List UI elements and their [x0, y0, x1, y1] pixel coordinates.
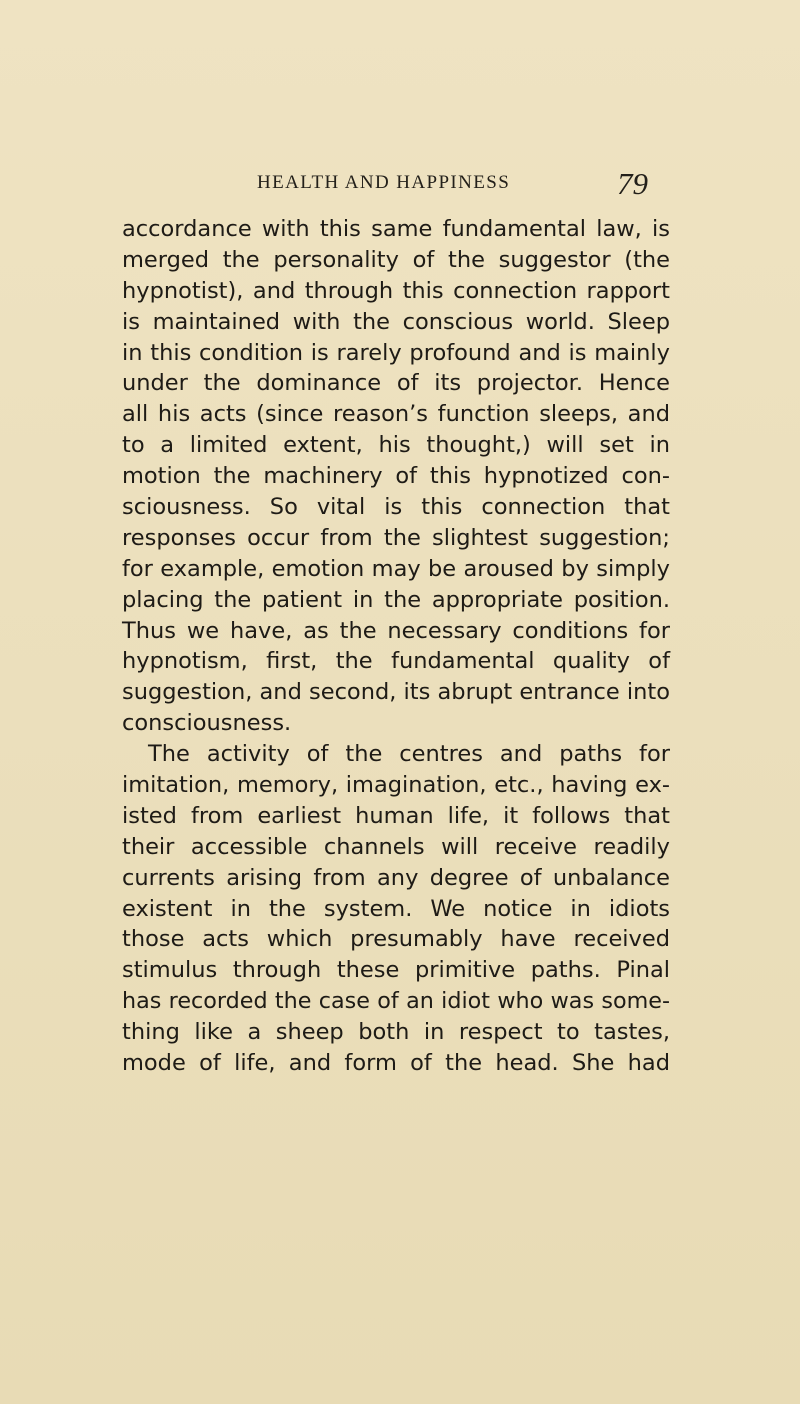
running-head: HEALTH AND HAPPINESS [257, 172, 511, 193]
text-line: suggestion, and second, its abrupt entrance into [122, 679, 671, 706]
text-line: responses occur from the slightest suggestion; [122, 524, 670, 551]
text-line: isted from earliest human life, it follows that [122, 802, 670, 829]
text-line: their accessible channels will receive readily [122, 833, 670, 860]
paragraph-start-line: The activity of the centres and paths for [148, 741, 670, 768]
page-number: 79 [617, 166, 648, 201]
text-line: sciousness. So vital is this connection that [122, 494, 670, 521]
text-line: all his acts (since reason’s function sleeps, and [122, 401, 670, 428]
text-line: merged the personality of the suggestor (the [122, 246, 670, 273]
text-line: under the dominance of its projector. Hence [122, 370, 670, 397]
paragraph-end-line: consciousness. [122, 710, 292, 737]
text-line: currents arising from any degree of unbalance [122, 864, 670, 891]
text-line: imitation, memory, imagination, etc., having ex- [122, 772, 670, 799]
text-line: placing the patient in the appropriate position. [122, 586, 670, 613]
text-line: mode of life, and form of the head. She had [122, 1050, 670, 1077]
body-text [122, 214, 670, 1079]
text-line: stimulus through these primitive paths. Pinal [122, 957, 670, 984]
text-line: in this condition is rarely profound and is mainly [122, 339, 670, 366]
text-line: those acts which presumably have received [122, 926, 670, 953]
text-line: has recorded the case of an idiot who was some- [122, 988, 670, 1015]
text-line: to a limited extent, his thought,) will set in [122, 432, 670, 459]
text-line: is maintained with the conscious world. Sleep [122, 308, 670, 335]
text-line: accordance with this same fundamental law, is [122, 216, 670, 242]
text-line: hypnotism, first, the fundamental quality of [122, 648, 670, 675]
text-line: hypnotist), and through this connection rapport [122, 277, 670, 304]
text-line: Thus we have, as the necessary conditions for [122, 617, 670, 644]
text-line: for example, emotion may be aroused by simply [122, 555, 670, 582]
text-line: thing like a sheep both in respect to tastes, [122, 1019, 670, 1046]
text-line: motion the machinery of this hypnotized con- [122, 463, 670, 490]
text-line: existent in the system. We notice in idiots [122, 895, 670, 922]
